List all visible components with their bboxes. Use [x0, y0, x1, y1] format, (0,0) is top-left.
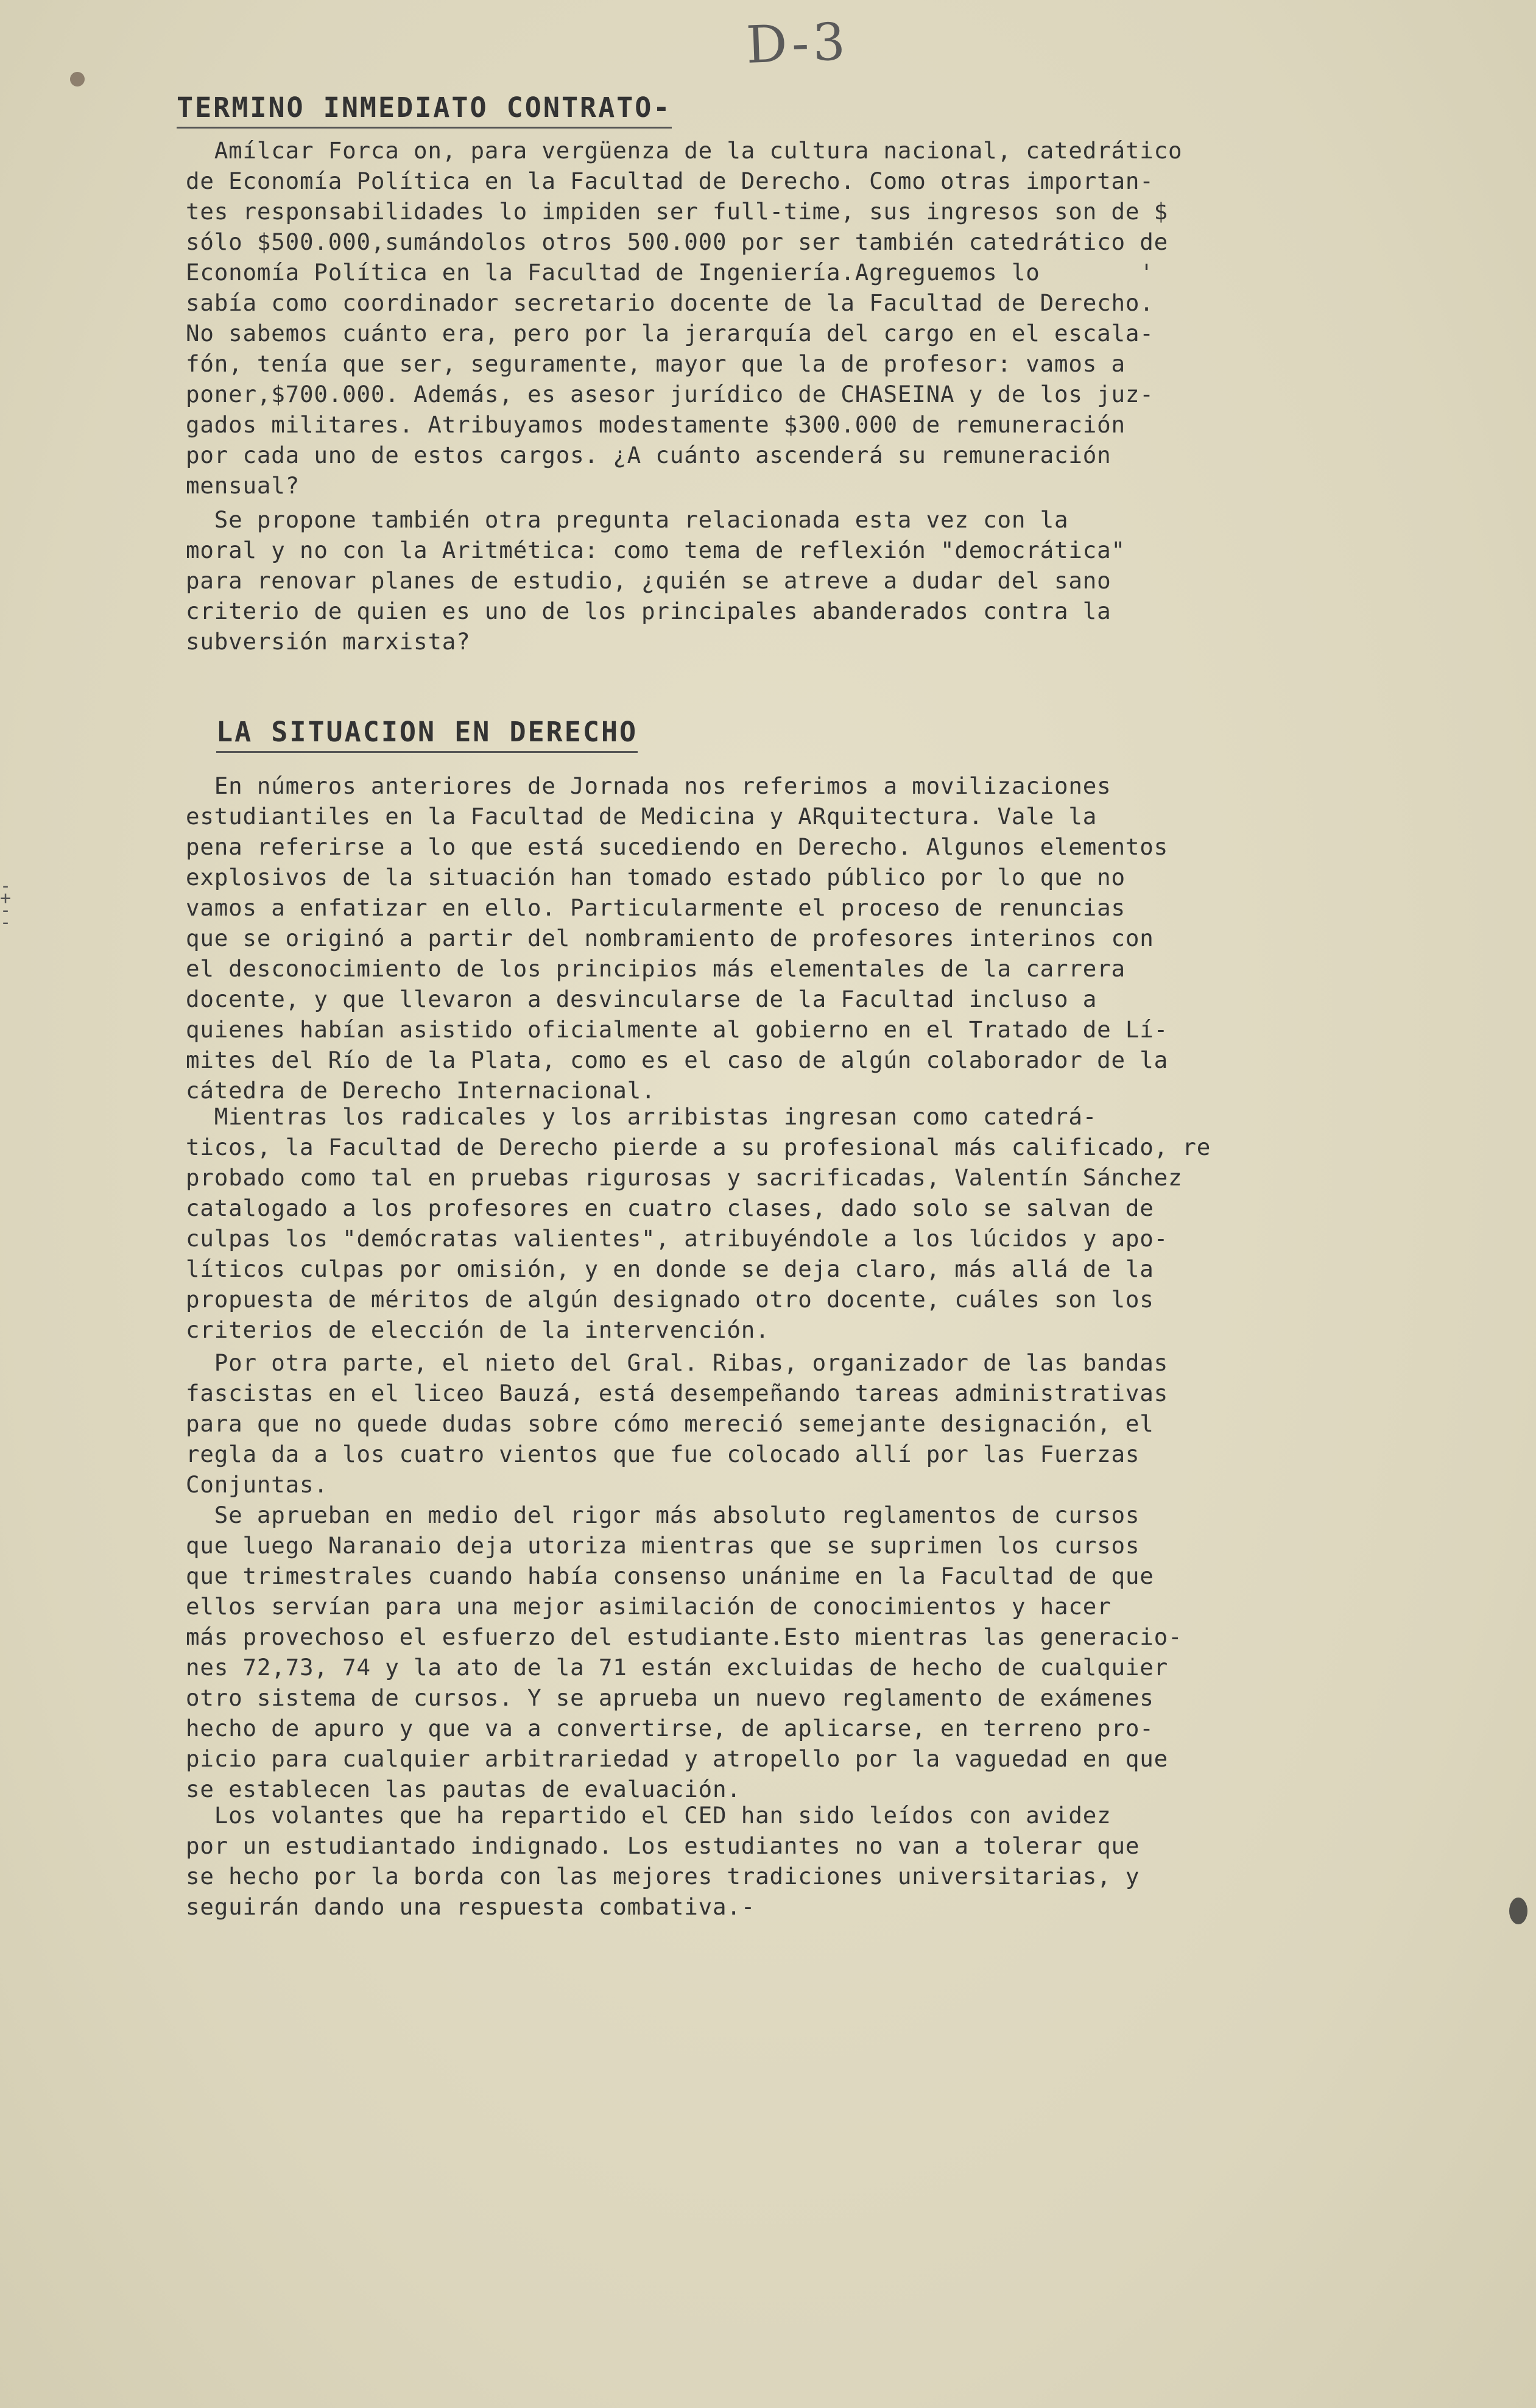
section2-paragraph-2: Mientras los radicales y los arribistas ingresan como catedrá- ticos, la Facultad de Derecho pierde a su profesional más calificado, re probado como tal en pruebas rigurosas y sacrificadas, Valentín Sánchez catalogado a los profesores en cuatro clases, dado solo se salvan de culpas los "demócratas valientes", atribuyéndole a los lúcidos y apo- líticos culpas por omisión, y en donde se deja claro, más allá de la propuesta de méritos de algún designado otro docente, cuáles son los criterios de elección de la intervención.: [186, 1103, 1211, 1343]
punch-hole-mark: [70, 72, 85, 87]
ink-blot-mark: [1509, 1898, 1527, 1924]
section2-paragraph-1: En números anteriores de Jornada nos referimos a movilizaciones estudiantiles en la Facultad de Medicina y ARquitectura. Vale la pena referirse a lo que está sucediendo en Derecho. Algunos elementos explosivos de la situación han tomado estado público por lo que no vamos a enfatizar en ello. Particularmente el proceso de renuncias que se originó a partir del nombramiento de profesores interinos con el desconocimiento de los principios más elementales de la carrera docente, y que llevaron a desvincularse de la Facultad incluso a quienes habían asistido oficialmente al gobierno en el Tratado de Lí- mites del Río de la Plata, como es el caso de algún colaborador de la cátedra de Derecho Internacional.: [186, 772, 1169, 1104]
section1-paragraph-2: Se propone también otra pregunta relacionada esta vez con la moral y no con la Aritmética: como tema de reflexión "democrática" para renovar planes de estudio, ¿quién se atreve a dudar del sano criterio de quien es uno de los principales abanderados contra la subversión marxista?: [186, 506, 1126, 655]
section2-heading: LA SITUACION EN DERECHO: [216, 716, 638, 748]
section2-paragraph-3: Por otra parte, el nieto del Gral. Ribas, organizador de las bandas fascistas en el liceo Bauzá, está desempeñando tareas administrativas para que no quede dudas sobre cómo mereció semejante designación, el regla da a los cuatro vientos que fue colocado allí por las Fuerzas Conjuntas.: [186, 1349, 1169, 1498]
handwritten-page-label: D-3: [745, 12, 850, 75]
section1-heading: TERMINO INMEDIATO CONTRATO-: [177, 91, 672, 124]
section2-paragraph-5: Los volantes que ha repartido el CED han sido leídos con avidez por un estudiantado indignado. Los estudiantes no van a tolerar que se hecho por la borda con las mejores tradiciones universitarias, y seguirán dando una respuesta combativa.-: [186, 1802, 1140, 1920]
section2-paragraph-4: Se aprueban en medio del rigor más absoluto reglamentos de cursos que luego Naranaio deja utoriza mientras que se suprimen los cursos que trimestrales cuando había consenso unánime en la Facultad de que ellos servían para una mejor asimilación de conocimientos y hacer más provechoso el esfuerzo del estudiante.Esto mientras las generacio- nes 72,73, 74 y la ato de la 71 están excluidas de hecho de cualquier otro sistema de cursos. Y se aprueba un nuevo reglamento de exámenes hecho de apuro y que va a convertirse, de aplicarse, en terreno pro- picio para cualquier arbitrariedad y atropello por la vaguedad en que se establecen las pautas de evaluación.: [186, 1502, 1183, 1802]
section1-paragraph-1: Amílcar Forca on, para vergüenza de la cultura nacional, catedrático de Economía Política en la Facultad de Derecho. Como otras importan- tes responsabilidades lo impiden ser full-time, sus ingresos son de $ sólo $500.000,sumándolos otros 500.000 por ser también catedrático de Economía Política en la Facultad de Ingeniería.Agreguemos lo ' sabía como coordinador secretario docente de la Facultad de Derecho. No sabemos cuánto era, pero por la jerarquía del cargo en el escala- fón, tenía que ser, seguramente, mayor que la de profesor: vamos a poner,$700.000. Además, es asesor jurídico de CHASEINA y de los juz- gados militares. Atribuyamos modestamente $300.000 de remuneración por cada uno de estos cargos. ¿A cuánto ascenderá su remuneración mensual?: [186, 137, 1183, 499]
margin-mark: - + - -: [0, 875, 12, 933]
